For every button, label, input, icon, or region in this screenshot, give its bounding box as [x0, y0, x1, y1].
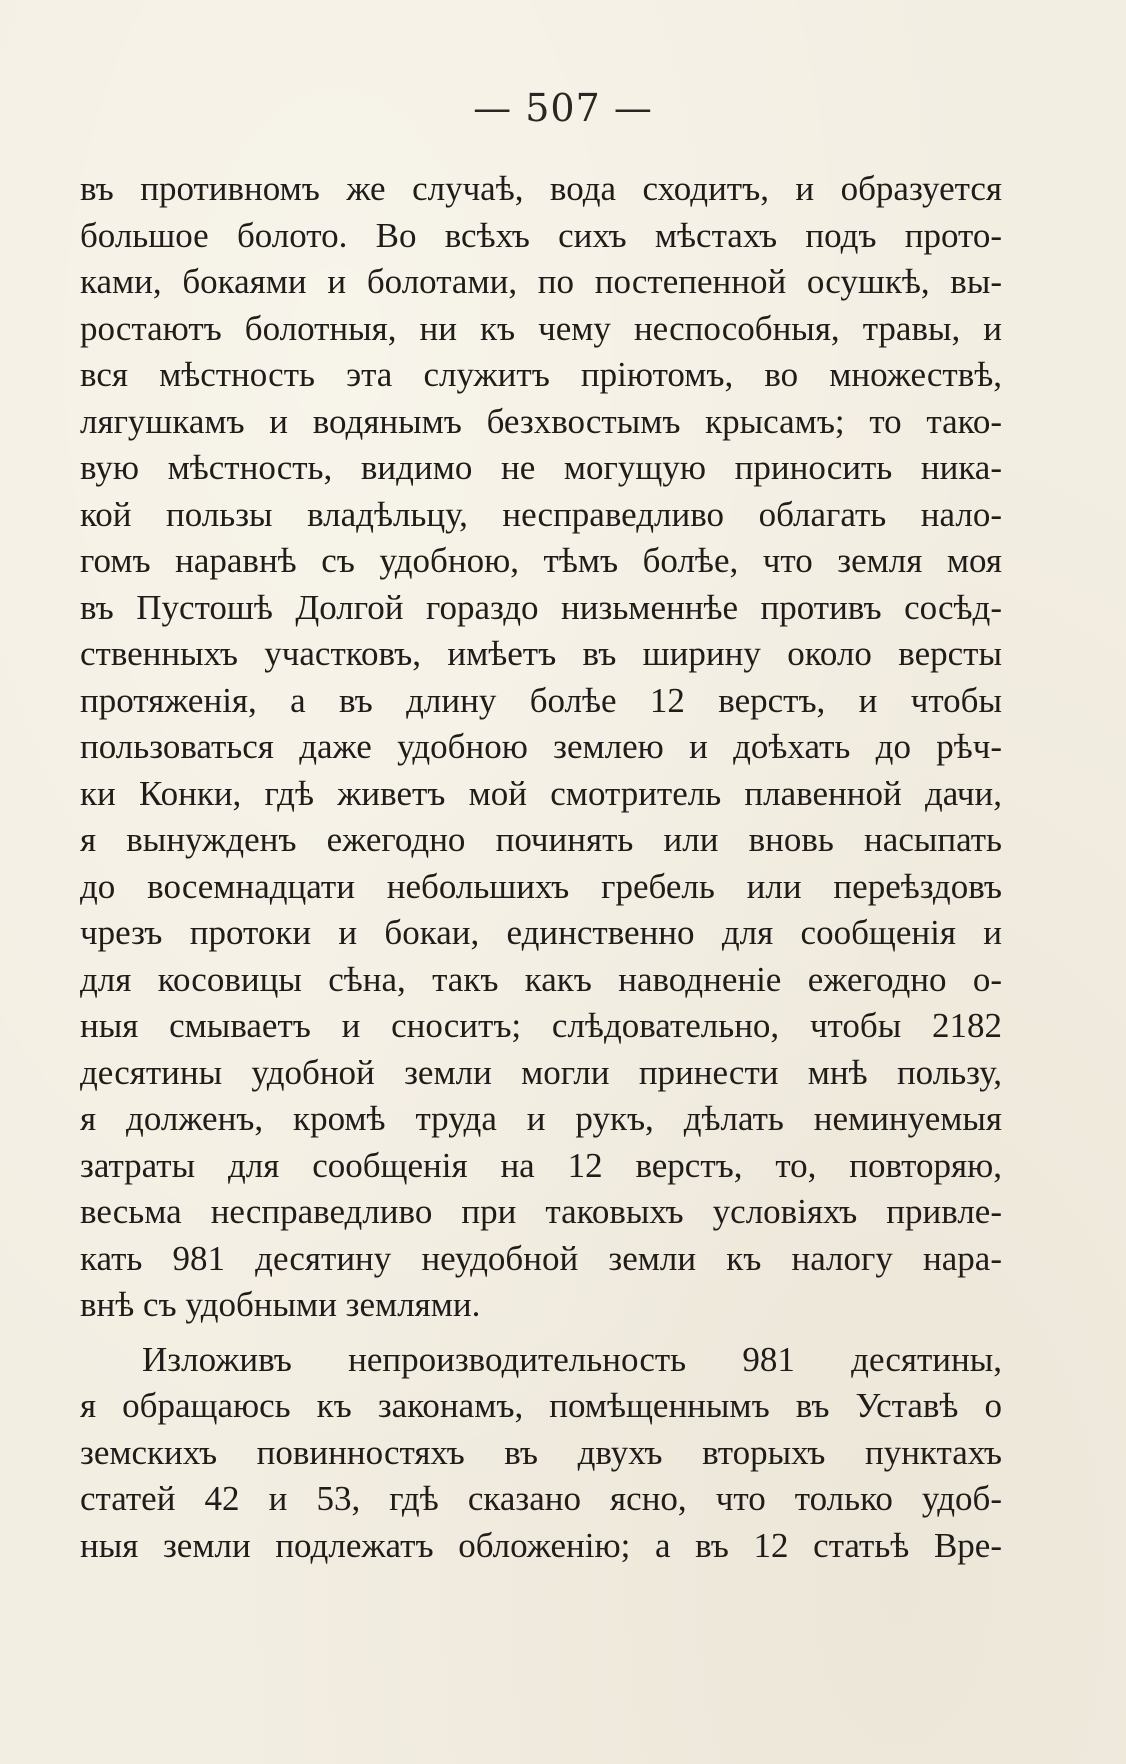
body-text: [80, 166, 1002, 1569]
text-line: я долженъ, кромѣ труда и рукъ, дѣлать неминуемыя: [80, 1099, 1002, 1138]
text-line: пользоваться даже удобною землею и доѣхать до рѣч-: [80, 727, 1002, 766]
text-line: чрезъ протоки и бокаи, единственно для сообщенія и: [80, 913, 1002, 952]
text-line: весьма несправедливо при таковыхъ условіяхъ привле-: [80, 1192, 1002, 1231]
text-line: земскихъ повинностяхъ въ двухъ вторыхъ пунктахъ: [80, 1432, 1002, 1472]
text-line: протяженія, а въ длину болѣе 12 верстъ, и чтобы: [80, 680, 1002, 720]
text-line: ныя смываетъ и сноситъ; слѣдовательно, чтобы 2182: [80, 1006, 1002, 1045]
paragraph-gap: [80, 1329, 1002, 1337]
text-line: въ Пустошѣ Долгой гораздо низьменнѣе противъ сосѣд-: [80, 587, 1002, 627]
text-line: большое болото. Во всѣхъ сихъ мѣстахъ подъ прото-: [80, 215, 1002, 255]
text-line: внѣ съ удобными землями.: [80, 1285, 481, 1324]
text-line: въ противномъ же случаѣ, вода сходитъ, и образуется: [80, 169, 1002, 208]
text-line: ками, бокаями и болотами, по постепенной осушкѣ, вы-: [80, 262, 1002, 301]
text-line: лягушкамъ и водянымъ безхвостымъ крысамъ; то тако-: [80, 401, 1002, 441]
text-line: до восемнадцати небольшихъ гребель или переѣздовъ: [80, 866, 1002, 906]
text-line: десятины удобной земли могли принести мнѣ пользу,: [80, 1052, 1002, 1092]
text-line: ныя земли подлежатъ обложенію; а въ 12 статьѣ Вре-: [80, 1525, 1002, 1565]
text-line: ственныхъ участковъ, имѣетъ въ ширину около версты: [80, 634, 1002, 673]
text-line: затраты для сообщенія на 12 верстъ, то, повторяю,: [80, 1145, 1002, 1185]
paragraph-1: [80, 166, 1002, 1329]
text-line: ки Конки, гдѣ живетъ мой смотритель плавенной дачи,: [80, 773, 1002, 813]
page-number: — 507 —: [473, 86, 653, 130]
text-line: статей 42 и 53, гдѣ сказано ясно, что только удоб-: [80, 1479, 1002, 1518]
text-line: кать 981 десятину неудобной земли къ налогу нара-: [80, 1238, 1002, 1278]
text-line: кой пользы владѣльцу, несправедливо облагать нало-: [80, 494, 1002, 534]
text-line: ростаютъ болотныя, ни къ чему неспособныя, травы, и: [80, 308, 1002, 348]
text-line: вся мѣстность эта служитъ пріютомъ, во множествѣ,: [80, 355, 1002, 394]
text-line: вую мѣстность, видимо не могущую приносить ника-: [80, 448, 1002, 487]
text-line: гомъ наравнѣ съ удобною, тѣмъ болѣе, что земля моя: [80, 541, 1002, 580]
text-line: для косовицы сѣна, такъ какъ наводненіе ежегодно о-: [80, 959, 1002, 999]
text-line: Изложивъ непроизводительность 981 десятины,: [142, 1339, 1002, 1379]
text-line: я обращаюсь къ законамъ, помѣщеннымъ въ Уставѣ о: [80, 1386, 1002, 1425]
text-line: я вынужденъ ежегодно починять или вновь насыпать: [80, 820, 1002, 859]
paragraph-2: [80, 1337, 1002, 1570]
